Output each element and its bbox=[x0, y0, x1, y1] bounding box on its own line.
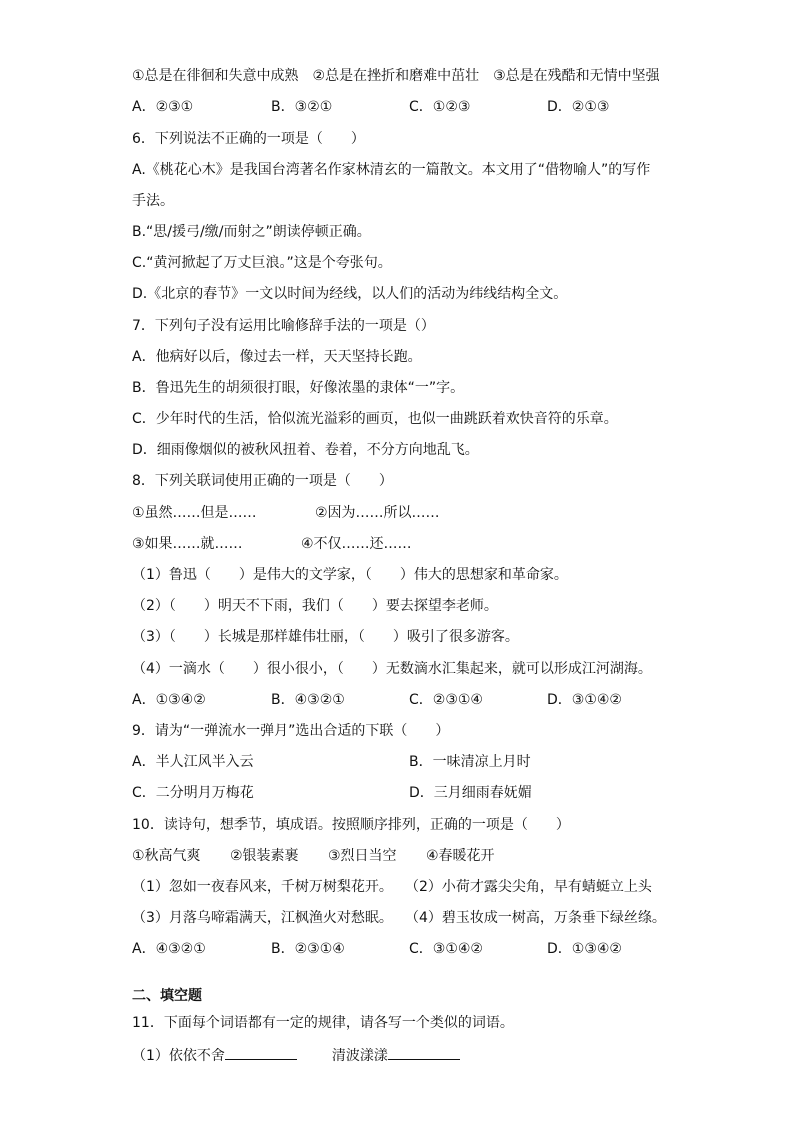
q7-option-a: A．他病好以后，像过去一样，天天坚持长跑。 bbox=[132, 349, 422, 365]
q11-row-1 bbox=[132, 1045, 460, 1065]
q9-option-a: A．半人江风半入云 bbox=[132, 754, 254, 770]
section-heading: 二、填空题 bbox=[132, 988, 202, 1004]
q8-item-2: ②因为……所以…… bbox=[315, 505, 440, 521]
q6-option-b: B.“思/援弓/缴/而射之”朗读停顿正确。 bbox=[132, 224, 371, 240]
answer-blank-2[interactable] bbox=[388, 1045, 460, 1060]
q8-option-d: D．③①④② bbox=[547, 692, 622, 708]
q8-sentence-4: （4）一滴水（ ）很小很小，（ ）无数滴水汇集起来，就可以形成江河湖海。 bbox=[132, 661, 652, 677]
q6-option-a: A.《桃花心木》是我国台湾著名作家林清玄的一篇散文。本文用了“借物喻人”的写作 bbox=[132, 162, 651, 178]
q11-stem: 11．下面每个词语都有一定的规律，请各写一个类似的词语。 bbox=[132, 1015, 514, 1031]
q8-option-a: A．①③④② bbox=[132, 692, 206, 708]
q5-option-a: A．②③① bbox=[132, 99, 194, 115]
q8-sentence-1: （1）鲁迅（ ）是伟大的文学家，（ ）伟大的思想家和革命家。 bbox=[132, 567, 568, 583]
q8-stem: 8．下列关联词使用正确的一项是（ ） bbox=[132, 473, 393, 489]
q10-item-2: ②银装素裹 bbox=[230, 848, 299, 864]
q9-stem: 9．请为“一弹流水一弹月”选出合适的下联（ ） bbox=[132, 723, 450, 739]
q10-option-d: D．①③④② bbox=[547, 941, 622, 957]
q9-option-c: C．二分明月万梅花 bbox=[132, 785, 254, 801]
q8-option-b: B．④③②① bbox=[271, 692, 345, 708]
q8-option-c: C．②③①④ bbox=[409, 692, 483, 708]
q6-option-d: D.《北京的春节》一文以时间为经线，以人们的活动为纬线结构全文。 bbox=[132, 286, 568, 302]
q8-item-4: ④不仅……还…… bbox=[301, 536, 412, 552]
q6-stem: 6．下列说法不正确的一项是（ ） bbox=[132, 131, 365, 147]
q7-option-b: B．鲁迅先生的胡须很打眼，好像浓墨的隶体“一”字。 bbox=[132, 380, 465, 396]
q7-stem: 7．下列句子没有运用比喻修辞手法的一项是（） bbox=[132, 318, 435, 334]
q11-word-2: 清波漾漾 bbox=[331, 1048, 388, 1064]
q10-item-4: ④春暖花开 bbox=[426, 848, 495, 864]
q10-item-1: ①秋高气爽 bbox=[132, 848, 201, 864]
q8-sentence-3: （3）（ ）长城是那样雄伟壮丽，（ ）吸引了很多游客。 bbox=[132, 629, 519, 645]
q5-option-d: D．②①③ bbox=[547, 99, 610, 115]
q9-option-d: D．三月细雨春妩媚 bbox=[409, 785, 532, 801]
q10-item-3: ③烈日当空 bbox=[328, 848, 397, 864]
answer-blank-1[interactable] bbox=[225, 1045, 297, 1060]
q10-poem-3: （3）月落乌啼霜满天，江枫渔火对愁眠。 bbox=[132, 910, 393, 926]
line-q5-items: ①总是在徘徊和失意中成熟 ②总是在挫折和磨难中茁壮 ③总是在残酷和无情中坚强 bbox=[132, 68, 660, 84]
q5-option-b: B．③②① bbox=[271, 99, 333, 115]
q10-option-c: C．③①④② bbox=[409, 941, 483, 957]
q10-poem-1: （1）忽如一夜春风来，千树万树梨花开。 bbox=[132, 879, 393, 895]
q7-option-d: D．细雨像烟似的被秋风扭着、卷着，不分方向地乱飞。 bbox=[132, 442, 479, 458]
q10-poem-2: （2）小荷才露尖尖角，早有蜻蜓立上头 bbox=[405, 879, 652, 895]
q10-poem-4: （4）碧玉妆成一树高，万条垂下绿丝绦。 bbox=[405, 910, 666, 926]
q11-word-1: （1）依依不舍 bbox=[132, 1048, 225, 1064]
q5-option-c: C．①②③ bbox=[409, 99, 471, 115]
q7-option-c: C．少年时代的生活，恰似流光溢彩的画页，也似一曲跳跃着欢快音符的乐章。 bbox=[132, 411, 618, 427]
q10-option-b: B．②③①④ bbox=[271, 941, 345, 957]
q8-sentence-2: （2）（ ）明天不下雨，我们（ ）要去探望李老师。 bbox=[132, 598, 498, 614]
q8-item-3: ③如果……就…… bbox=[132, 536, 243, 552]
q8-item-1: ①虽然……但是…… bbox=[132, 505, 257, 521]
q10-stem: 10．读诗句，想季节，填成语。按照顺序排列，正确的一项是（ ） bbox=[132, 817, 570, 833]
q9-option-b: B．一味清凉上月时 bbox=[409, 754, 531, 770]
q10-option-a: A．④③②① bbox=[132, 941, 206, 957]
q6-option-c: C.“黄河掀起了万丈巨浪。”这是个夸张句。 bbox=[132, 255, 392, 271]
q6-option-a-cont: 手法。 bbox=[132, 193, 174, 209]
